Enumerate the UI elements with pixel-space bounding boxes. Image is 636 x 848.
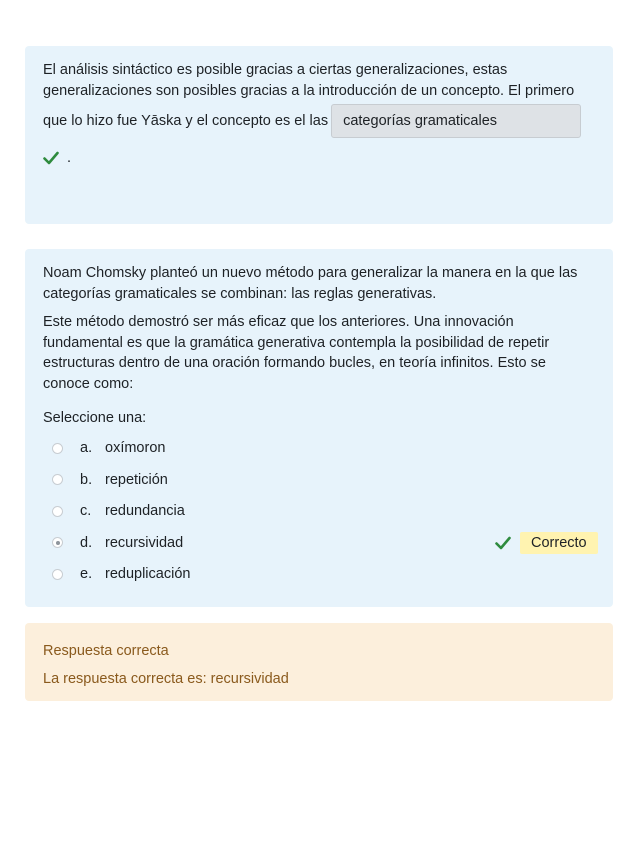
question-1-line-3	[43, 104, 595, 138]
question-2-body-line: estructuras dentro de una oración formando bucles, en teoría infinitos. Esto se	[43, 355, 546, 371]
option-text: repetición	[105, 471, 168, 488]
question-1-card	[25, 46, 613, 224]
question-2-body-line: fundamental es que la gramática generativa contempla la posibilidad de repetir	[43, 334, 550, 351]
question-1-period: .	[67, 150, 72, 166]
question-1-line-2: generalizaciones son posibles gracias a la introducción de un concepto. El primero	[43, 82, 575, 99]
option-a[interactable]	[43, 433, 595, 465]
question-2-intro-line: Noam Chomsky planteó un nuevo método para generalizar la manera en la que las	[43, 265, 578, 281]
radio-icon[interactable]	[52, 506, 63, 517]
question-2-body-line: Este método demostró ser más eficaz que los anteriores. Una innovación	[43, 314, 514, 330]
radio-icon[interactable]	[52, 443, 63, 454]
option-letter: e.	[80, 566, 93, 583]
option-text: reduplicación	[105, 566, 191, 583]
feedback-card	[25, 623, 613, 701]
option-text: recursividad	[105, 534, 184, 551]
question-2-intro-line: categorías gramaticales se combinan: las reglas generativas.	[43, 285, 437, 302]
check-icon	[43, 151, 59, 165]
option-text: oxímoron	[105, 440, 166, 457]
option-b[interactable]	[43, 464, 595, 496]
option-d[interactable]	[43, 527, 595, 559]
question-1-line-3-text: que lo hizo fue Yāska y el concepto es el las	[43, 112, 329, 129]
radio-icon[interactable]	[52, 474, 63, 485]
question-2-body-line: conoce como:	[43, 375, 134, 392]
option-d-status	[495, 532, 598, 554]
feedback-title: Respuesta correcta	[43, 643, 169, 659]
question-1-status	[43, 150, 595, 166]
answer-input[interactable]: categorías gramaticales	[331, 104, 581, 138]
option-e[interactable]	[43, 559, 595, 591]
option-letter: a.	[80, 440, 93, 457]
radio-icon[interactable]	[52, 569, 63, 580]
question-2-card	[25, 249, 613, 607]
radio-icon-selected[interactable]	[52, 537, 63, 548]
answer-options	[43, 433, 595, 591]
option-letter: d.	[80, 534, 93, 551]
question-1-line-1: El análisis sintáctico es posible gracias a ciertas generalizaciones, estas	[43, 62, 508, 78]
option-text: redundancia	[105, 503, 185, 520]
correct-badge: Correcto	[520, 532, 598, 554]
feedback-answer: La respuesta correcta es: recursividad	[43, 671, 289, 687]
option-letter: c.	[80, 503, 92, 520]
option-c[interactable]	[43, 496, 595, 528]
option-letter: b.	[80, 471, 93, 488]
select-one-label: Seleccione una:	[43, 410, 147, 426]
check-icon	[495, 536, 511, 550]
